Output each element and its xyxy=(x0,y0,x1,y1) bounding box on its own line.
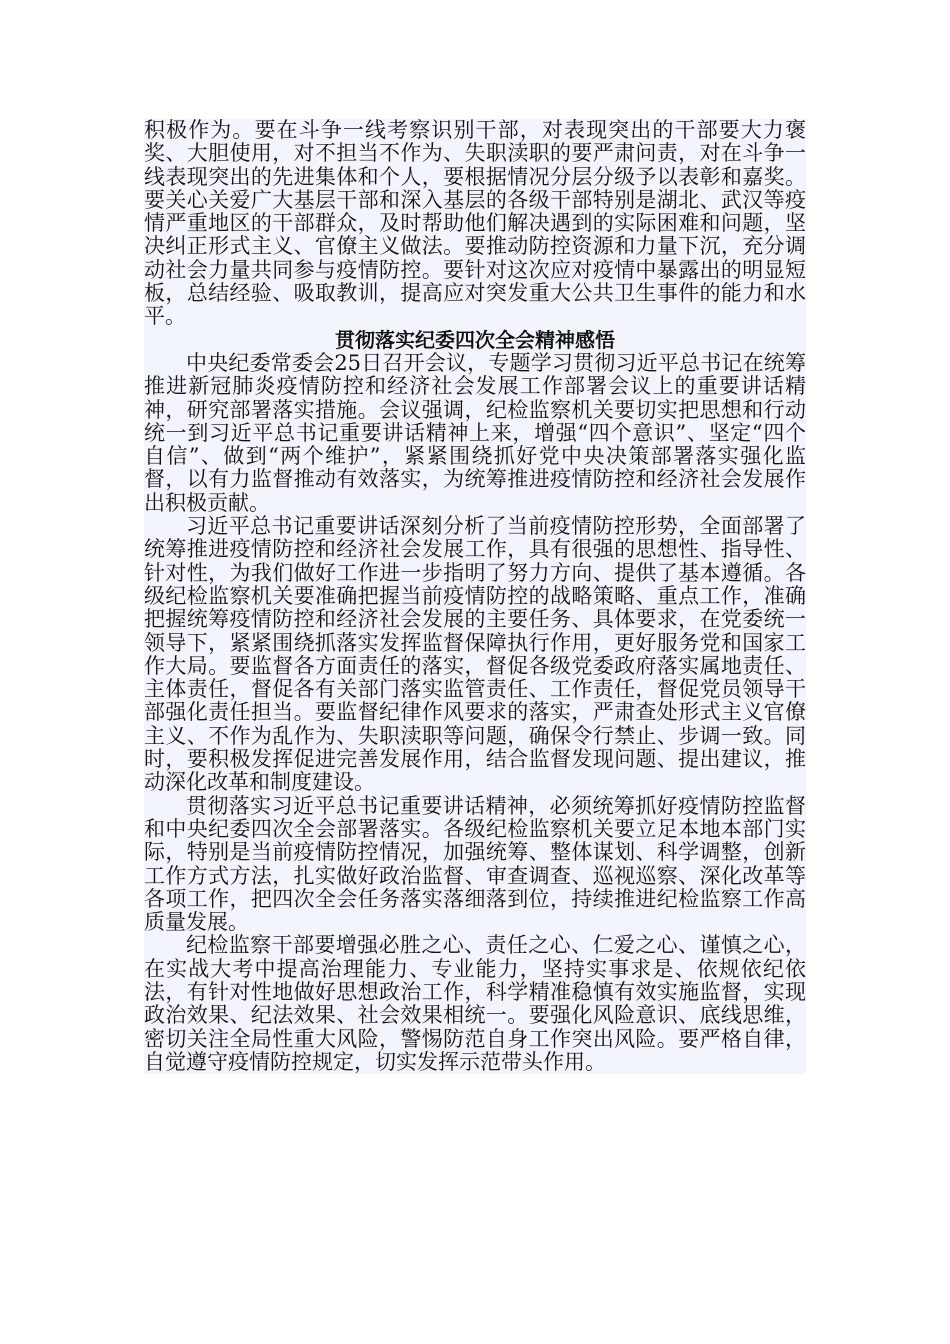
section-heading: 贯彻落实纪委四次全会精神感悟 xyxy=(335,327,615,352)
continuation-paragraph: 积极作为。要在斗争一线考察识别干部，对表现突出的干部要大力褒奖、大胆使用，对不担当不作为、失职渎职的要严肃问责，对在斗争一线表现突出的先进集体和个人，要根据情况分层分级予以表彰和嘉奖。要关心关爱广大基层干部和深入基层的各级干部特别是湖北、武汉等疫情严重地区的干部群众，及时帮助他们解决遇到的实际困难和问题，坚决纠正形式主义、官僚主义做法。要推动防控资源和力量下沉，充分调动社会力量共同参与疫情防控。要针对这次应对疫情中暴露出的明显短板，总结经验、吸取教训，提高应对突发重大公共卫生事件的能力和水平。 xyxy=(144,118,806,329)
body-paragraph-3: 贯彻落实习近平总书记重要讲话精神，必须统筹抓好疫情防控监督和中央纪委四次全会部署落实。各级纪检监察机关要立足本地本部门实际，特别是当前疫情防控情况，加强统筹、整体谋划、科学调整，创新工作方式方法，扎实做好政治监督、审查调查、巡视巡察、深化改革等各项工作，把四次全会任务落实落细落到位，持续推进纪检监察工作高质量发展。 xyxy=(144,793,806,935)
document-body xyxy=(144,119,806,1074)
body-paragraph-2: 习近平总书记重要讲话深刻分析了当前疫情防控形势，全面部署了统筹推进疫情防控和经济社会发展工作，具有很强的思想性、指导性、针对性，为我们做好工作进一步指明了努力方向、提供了基本遵循。各级纪检监察机关要准确把握当前疫情防控的战略策略、重点工作，准确把握统筹疫情防控和经济社会发展的主要任务、具体要求，在党委统一领导下，紧紧围绕抓落实发挥监督保障执行作用，更好服务党和国家工作大局。要监督各方面责任的落实，督促各级党委政府落实属地责任、主体责任，督促各有关部门落实监管责任、工作责任，督促党员领导干部强化责任担当。要监督纪律作风要求的落实，严肃查处形式主义官僚主义、不作为乱作为、失职渎职等问题，确保令行禁止、步调一致。同时，要积极发挥促进完善发展作用，结合监督发现问题、提出建议，推动深化改革和制度建设。 xyxy=(144,514,806,795)
body-paragraph-1: 中央纪委常委会25日召开会议，专题学习贯彻习近平总书记在统筹推进新冠肺炎疫情防控和经济社会发展工作部署会议上的重要讲话精神，研究部署落实措施。会议强调，纪检监察机关要切实把思想和行动统一到习近平总书记重要讲话精神上来，增强“四个意识”、坚定“四个自信”、做到“两个维护”，紧紧围绕抓好党中央决策部署落实强化监督，以有力监督推动有效落实，为统筹推进疫情防控和经济社会发展作出积极贡献。 xyxy=(144,350,806,515)
body-paragraph-4: 纪检监察干部要增强必胜之心、责任之心、仁爱之心、谨慎之心，在实战大考中提高治理能力、专业能力，坚持实事求是、依规依纪依法，有针对性地做好思想政治工作，科学精准稳慎有效实施监督，实现政治效果、纪法效果、社会效果相统一。要强化风险意识、底线思维，密切关注全局性重大风险，警惕防范自身工作突出风险。要严格自律，自觉遵守疫情防控规定，切实发挥示范带头作用。 xyxy=(144,933,806,1074)
